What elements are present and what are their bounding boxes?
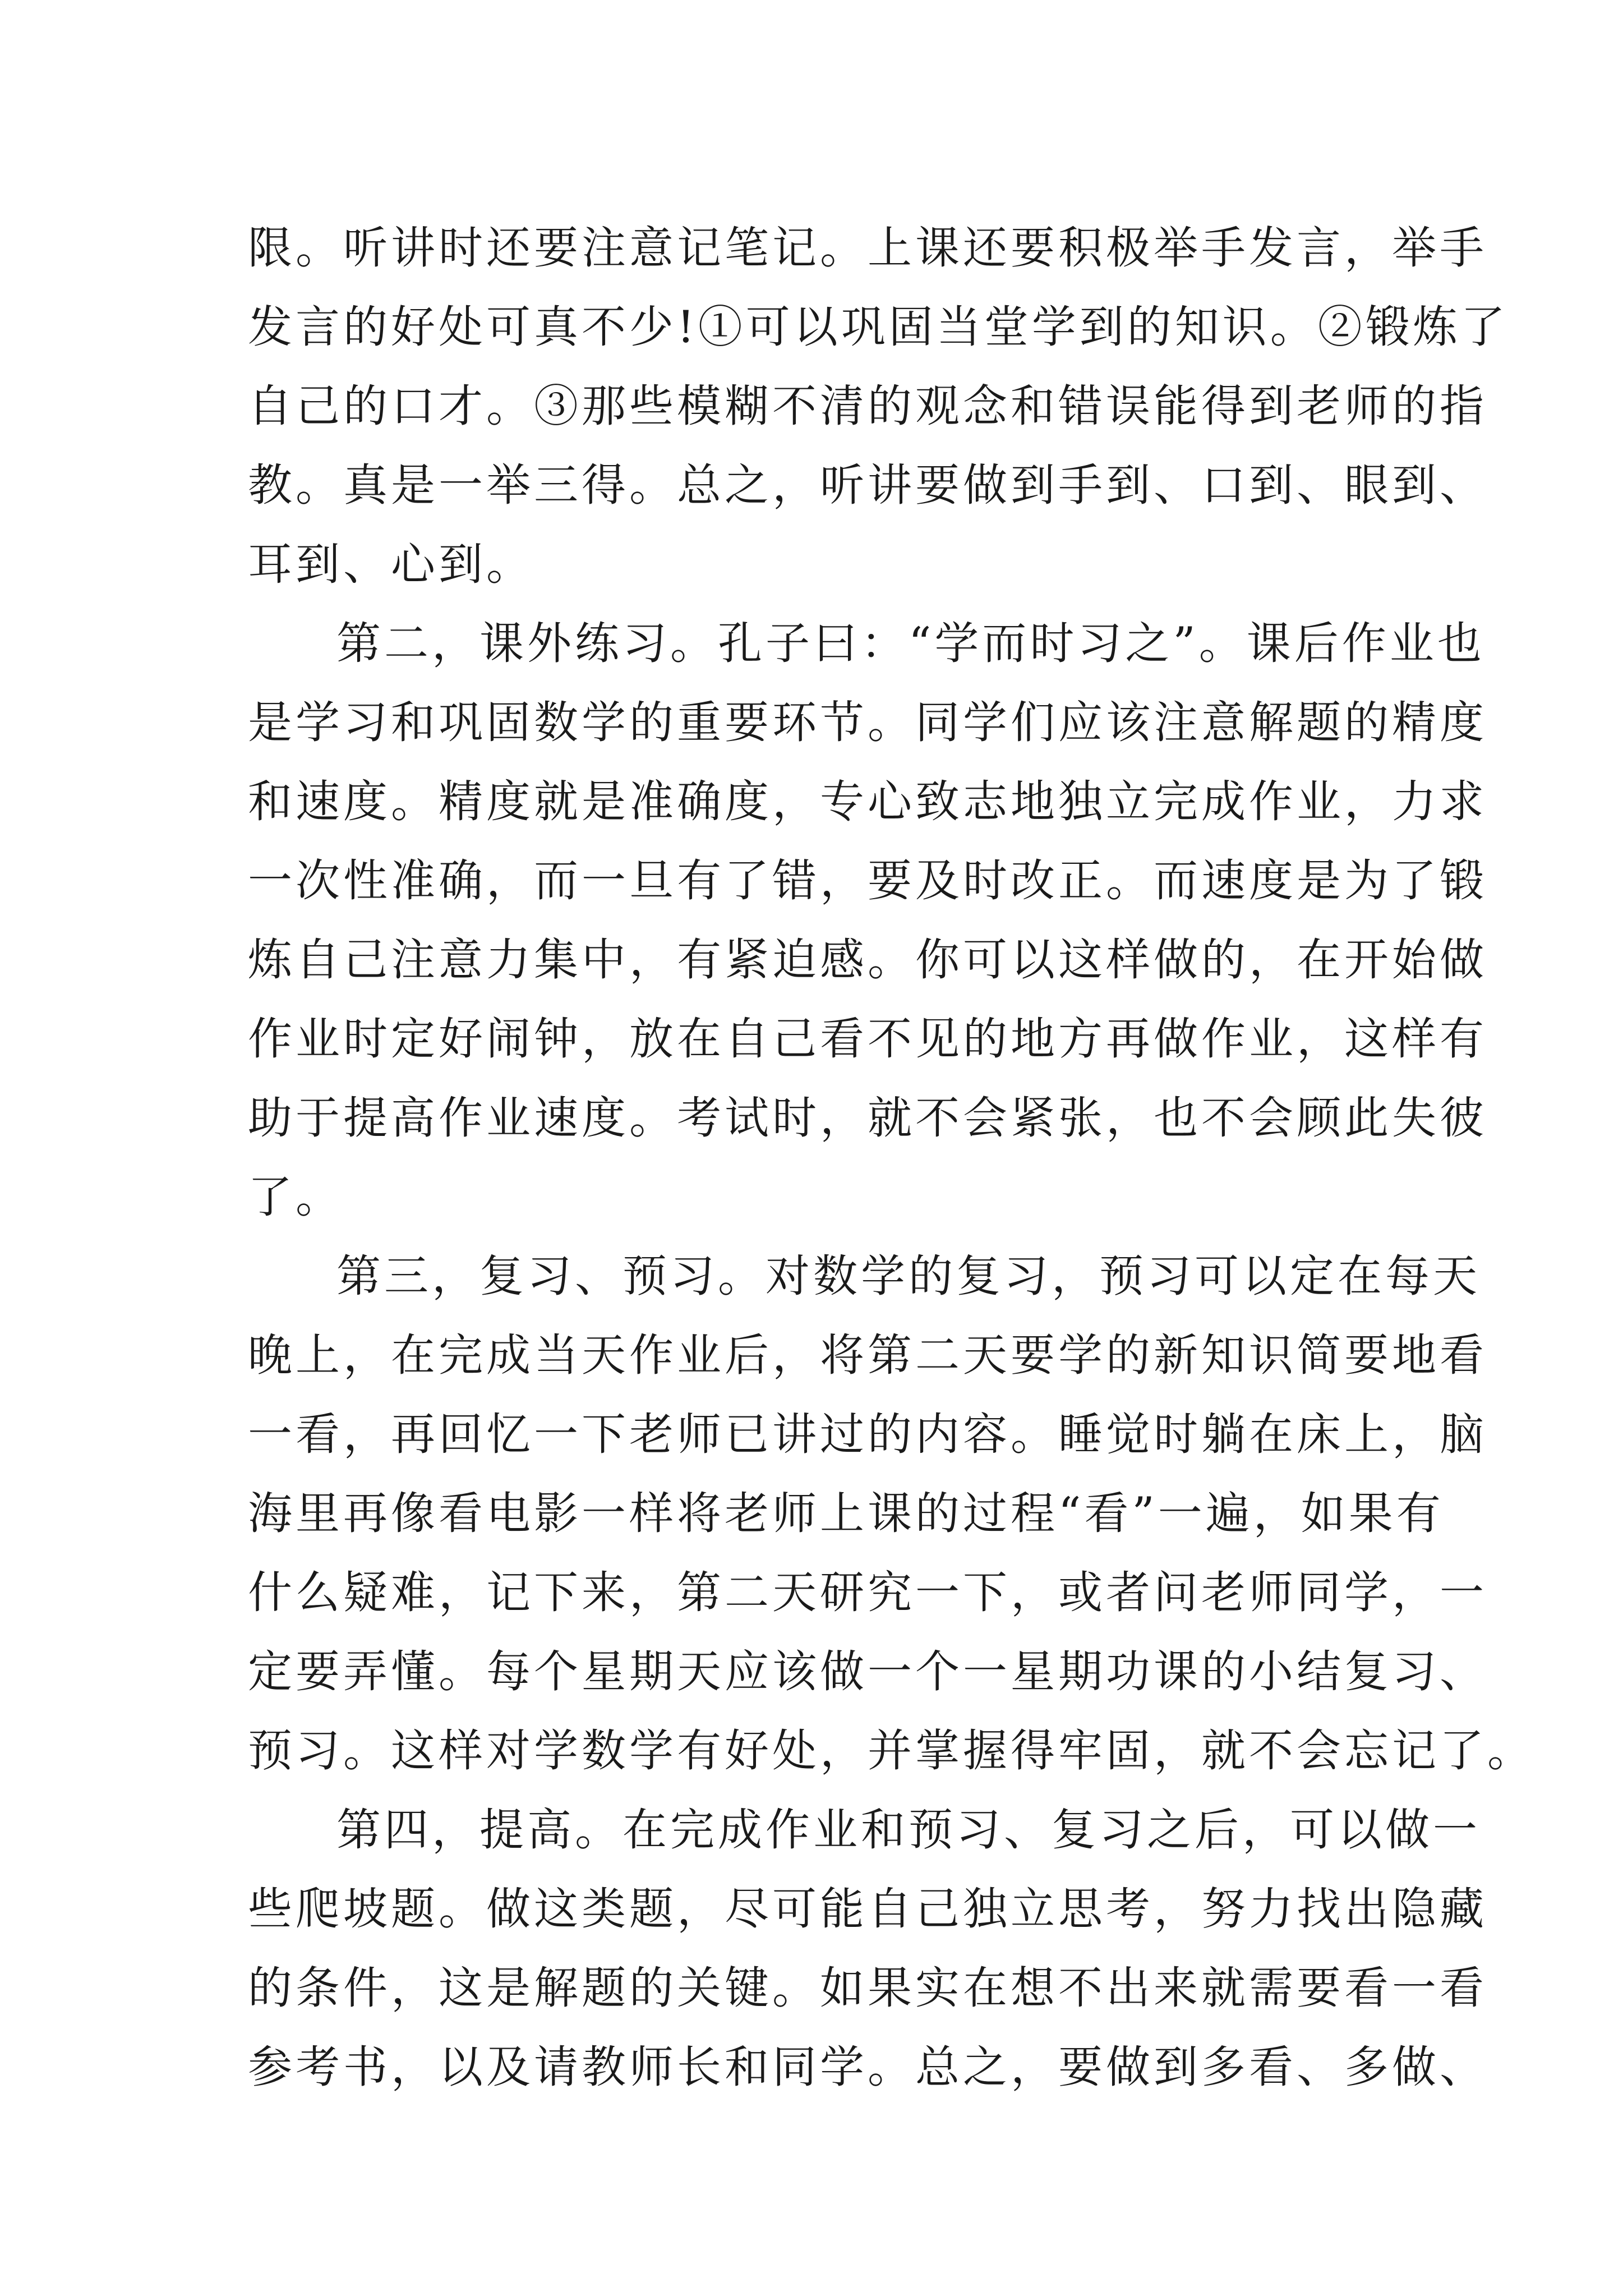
text-line: 海里再像看电影一样将老师上课的过程“看”一遍，如果有	[248, 1488, 1444, 1539]
paragraph-first-line: 第四，提高。在完成作业和预习、复习之后，可以做一	[336, 1804, 1481, 1856]
text-line: 教。真是一举三得。总之，听讲要做到手到、口到、眼到、	[248, 459, 1487, 511]
text-line: 炼自己注意力集中，有紧迫感。你可以这样做的，在开始做	[248, 934, 1487, 986]
text-line: 和速度。精度就是准确度，专心致志地独立完成作业，力求	[248, 776, 1487, 827]
text-line: 了。	[248, 1171, 343, 1223]
paragraph-first-line: 第二，课外练习。孔子曰：“学而时习之”。课后作业也	[336, 618, 1485, 669]
text-line: 定要弄懂。每个星期天应该做一个一星期功课的小结复习、	[248, 1646, 1487, 1697]
text-line: 些爬坡题。做这类题，尽可能自己独立思考，努力找出隐藏	[248, 1883, 1487, 1935]
text-line: 是学习和巩固数学的重要环节。同学们应该注意解题的精度	[248, 697, 1487, 748]
body-text	[248, 209, 1535, 2107]
text-line: 耳到、心到。	[248, 539, 534, 590]
text-line: 一看，再回忆一下老师已讲过的内容。睡觉时躺在床上，脑	[248, 1409, 1487, 1460]
text-line: 助于提高作业速度。考试时，就不会紧张，也不会顾此失彼	[248, 1092, 1487, 1144]
text-line: 参考书，以及请教师长和同学。总之，要做到多看、多做、	[248, 2041, 1487, 2093]
paragraph-first-line: 第三，复习、预习。对数学的复习，预习可以定在每天	[336, 1250, 1481, 1302]
text-line: 限。听讲时还要注意记笔记。上课还要积极举手发言，举手	[248, 222, 1487, 274]
text-line: 晚上，在完成当天作业后，将第二天要学的新知识简要地看	[248, 1329, 1487, 1381]
text-line: 什么疑难，记下来，第二天研究一下，或者问老师同学，一	[248, 1567, 1487, 1618]
text-line: 自己的口才。③那些模糊不清的观念和错误能得到老师的指	[248, 380, 1487, 432]
text-line: 发言的好处可真不少!①可以巩固当堂学到的知识。②锻炼了	[248, 301, 1509, 353]
text-line: 预习。这样对学数学有好处，并掌握得牢固，就不会忘记了。	[248, 1725, 1535, 1777]
text-line: 作业时定好闹钟，放在自己看不见的地方再做作业，这样有	[248, 1013, 1487, 1065]
text-line: 的条件，这是解题的关键。如果实在想不出来就需要看一看	[248, 1962, 1487, 2014]
text-line: 一次性准确，而一旦有了错，要及时改正。而速度是为了锻	[248, 855, 1487, 907]
